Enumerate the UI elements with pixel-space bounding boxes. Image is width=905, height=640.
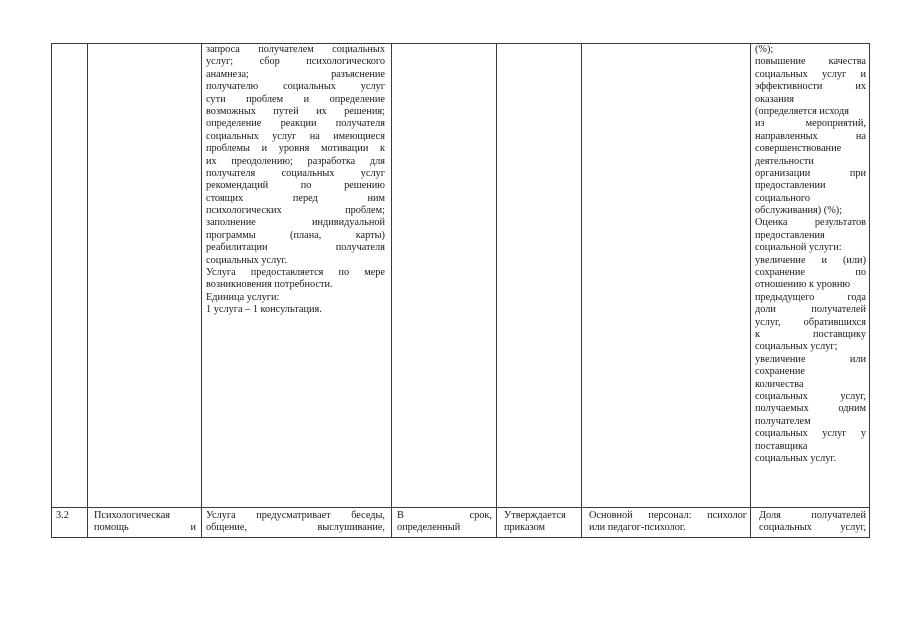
quality-indicators-cell: (%); повышение качества социальных услуг и эффективности их оказания (определяется исходя из мероприятий, направленных на совершенствование деятельности организации при предоставлении социального обслуживания) (%); Оценка результатов предоставления социальной услуги: увеличение и (или) сохранение по отношению к уровню предыдущего года доли получателей услуг, обратившихся к поставщику социальных услуг; увеличение или сохранение количества социальных услуг, получаемых одним получателем социальных услуг у поставщика социальных услуг. [755,44,866,464]
column-border [87,43,88,538]
column-border [496,43,497,538]
column-border [201,43,202,538]
service-description-cell: запроса получателем социальных услуг; сбор психологического анамнеза; разъяснение получателю социальных услуг сути проблем и определение возможных путей их решения; определение реакции получателя социальных услуг на имеющиеся проблемы и уровня мотивации к их преодолению; разработка для получателя социальных услуг рекомендаций по решению стоящих перед ним психологических проблем; заполнение индивидуальной программы (плана, карты) реабилитации получателя социальных услуг. Услуга предоставляется по мере возникновения потребности. Единица услуги: 1 услуга – 1 консультация. [206,44,385,316]
table-top-border [51,43,870,44]
column-border [869,43,870,538]
service-term-cell: В срок, определенный [397,510,492,534]
row-number-cell: 3.2 [56,510,69,521]
column-border [581,43,582,538]
column-border [391,43,392,538]
row-separator [51,507,870,508]
tariff-cell: Утверждается приказом [504,510,566,534]
column-border [51,43,52,538]
service-description-cell: Услуга предусматривает беседы, общение, выслушивание, [206,510,385,534]
service-name-cell: Психологическая помощь и [94,510,196,534]
column-border [750,43,751,538]
quality-indicators-cell: Доля получателей социальных услуг, [759,510,866,534]
table-bottom-border [51,537,870,538]
staff-cell: Основной персонал: психолог или педагог-психолог. [589,510,747,534]
